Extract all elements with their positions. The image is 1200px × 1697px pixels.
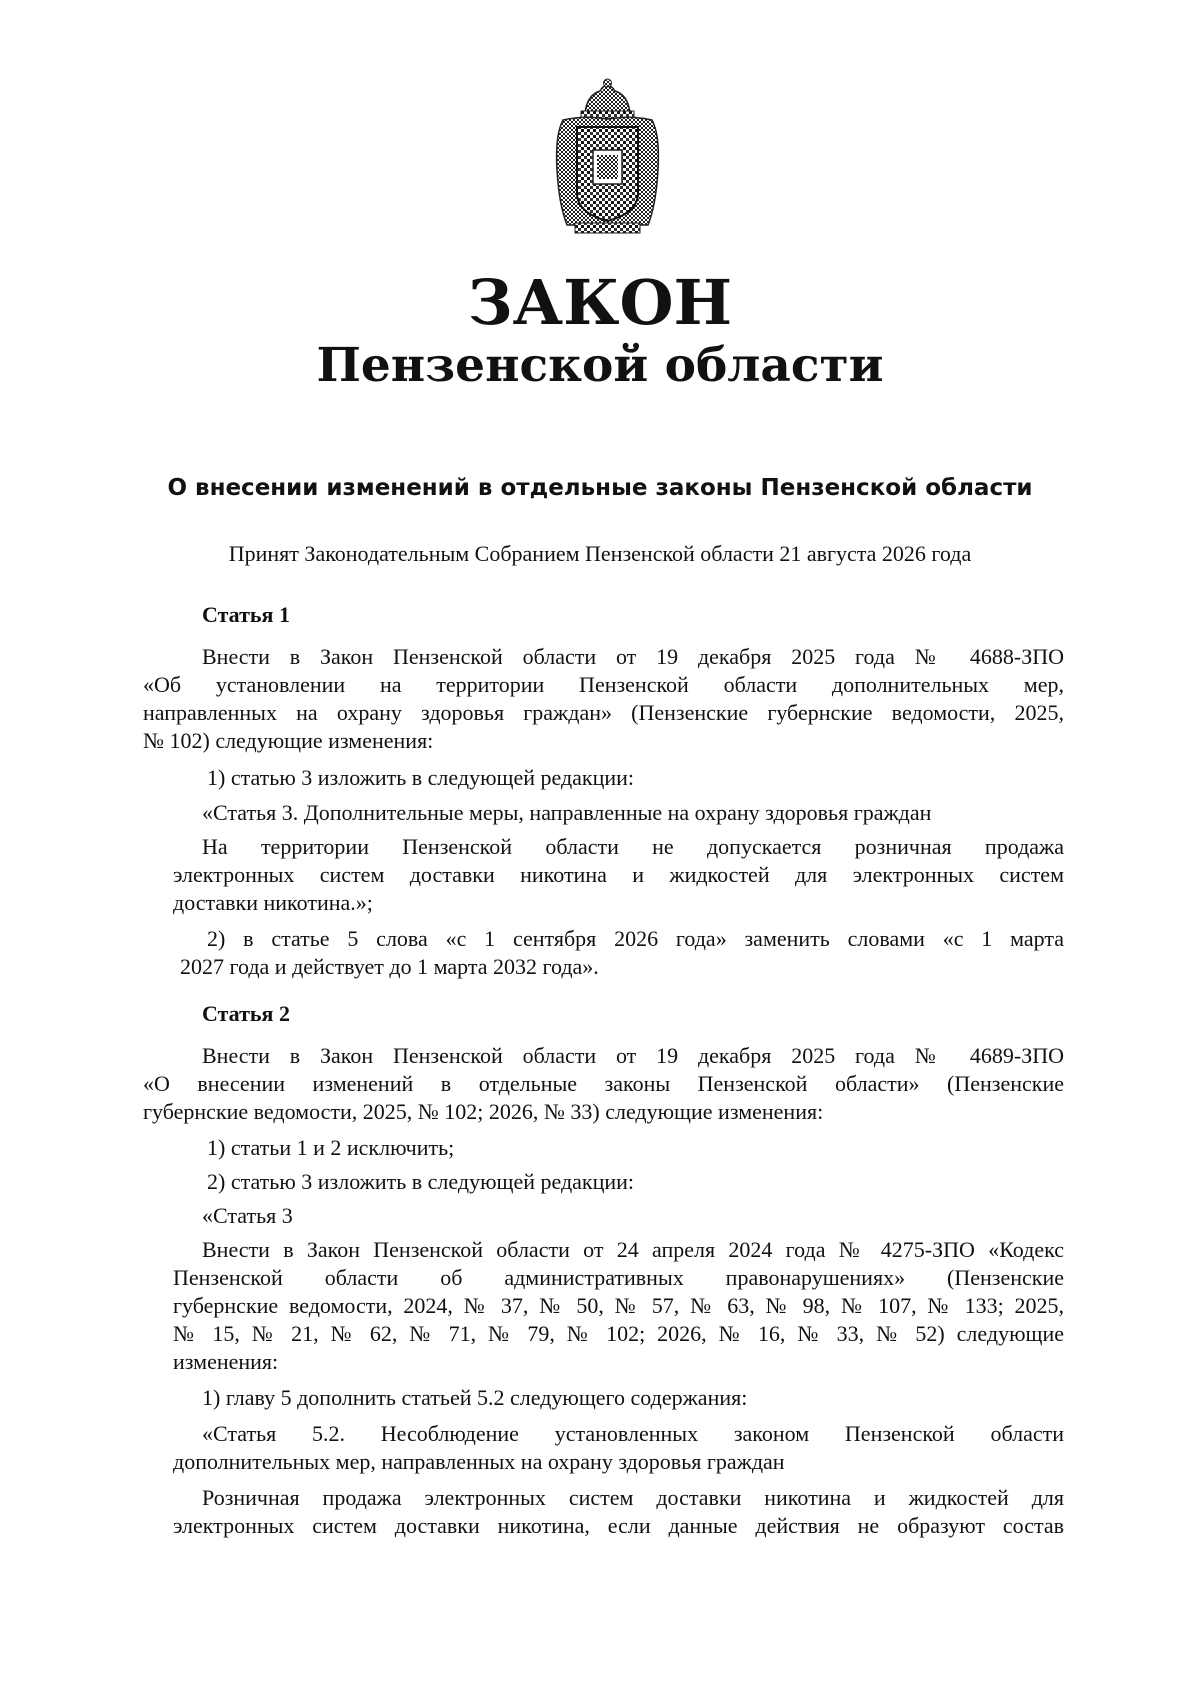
paragraph-line: направленных на охрану здоровья граждан» (Пензенские губернские ведомости, 2025, <box>143 700 1064 725</box>
article-1-heading: Статья 1 <box>202 602 290 627</box>
list-item: 1) главу 5 дополнить статьей 5.2 следующего содержания: <box>202 1385 748 1410</box>
list-item: 1) статьи 1 и 2 исключить; <box>207 1135 455 1160</box>
list-item: 2027 года и действует до 1 марта 2032 года». <box>180 954 599 979</box>
coat-of-arms-emblem <box>545 75 670 237</box>
law-title: ЗАКОН <box>467 266 733 339</box>
paragraph-line: губернские ведомости, 2024, № 37, № 50, № 57, № 63, № 98, № 107, № 133; 2025, <box>173 1293 1064 1318</box>
paragraph-line: Розничная продажа электронных систем доставки никотина и жидкостей для <box>202 1485 1064 1510</box>
quote-title: «Статья 3. Дополнительные меры, направленные на охрану здоровья граждан <box>202 800 932 825</box>
law-subject-heading: О внесении изменений в отдельные законы Пензенской области <box>167 475 1033 501</box>
article-2-heading: Статья 2 <box>202 1001 290 1026</box>
list-item: 1) статью 3 изложить в следующей редакции: <box>207 765 635 790</box>
paragraph-line: доставки никотина.»; <box>173 890 373 915</box>
paragraph-line: № 15, № 21, № 62, № 71, № 79, № 102; 2026, № 16, № 33, № 52) следующие <box>173 1321 1064 1346</box>
paragraph-line: электронных систем доставки никотина, если данные действия не образуют состав <box>173 1513 1064 1538</box>
law-region: Пензенской области <box>316 338 884 393</box>
paragraph-line: губернские ведомости, 2025, № 102; 2026, № 33) следующие изменения: <box>143 1099 824 1124</box>
paragraph-line: дополнительных мер, направленных на охрану здоровья граждан <box>173 1449 785 1474</box>
paragraph-line: На территории Пензенской области не допускается розничная продажа <box>202 834 1064 859</box>
paragraph-line: «О внесении изменений в отдельные законы Пензенской области» (Пензенские <box>143 1071 1064 1096</box>
quote-title: «Статья 3 <box>202 1203 293 1228</box>
paragraph-line: Пензенской области об административных правонарушениях» (Пензенские <box>173 1265 1064 1290</box>
paragraph-line: «Статья 5.2. Несоблюдение установленных законом Пензенской области <box>202 1421 1064 1446</box>
paragraph-line: «Об установлении на территории Пензенской области дополнительных мер, <box>143 672 1064 697</box>
adoption-note: Принят Законодательным Собранием Пензенской области 21 августа 2026 года <box>228 541 972 566</box>
list-item: 2) в статье 5 слова «с 1 сентября 2026 года» заменить словами «с 1 марта <box>207 926 1064 951</box>
paragraph-line: Внести в Закон Пензенской области от 19 декабря 2025 года № 4689-ЗПО <box>202 1043 1064 1068</box>
paragraph-line: Внести в Закон Пензенской области от 19 декабря 2025 года № 4688-ЗПО <box>202 644 1064 669</box>
list-item: 2) статью 3 изложить в следующей редакции: <box>207 1169 635 1194</box>
paragraph-line: № 102) следующие изменения: <box>143 728 434 753</box>
paragraph-line: Внести в Закон Пензенской области от 24 апреля 2024 года № 4275-ЗПО «Кодекс <box>202 1237 1064 1262</box>
paragraph-line: изменения: <box>173 1349 279 1374</box>
paragraph-line: электронных систем доставки никотина и жидкостей для электронных систем <box>173 862 1064 887</box>
